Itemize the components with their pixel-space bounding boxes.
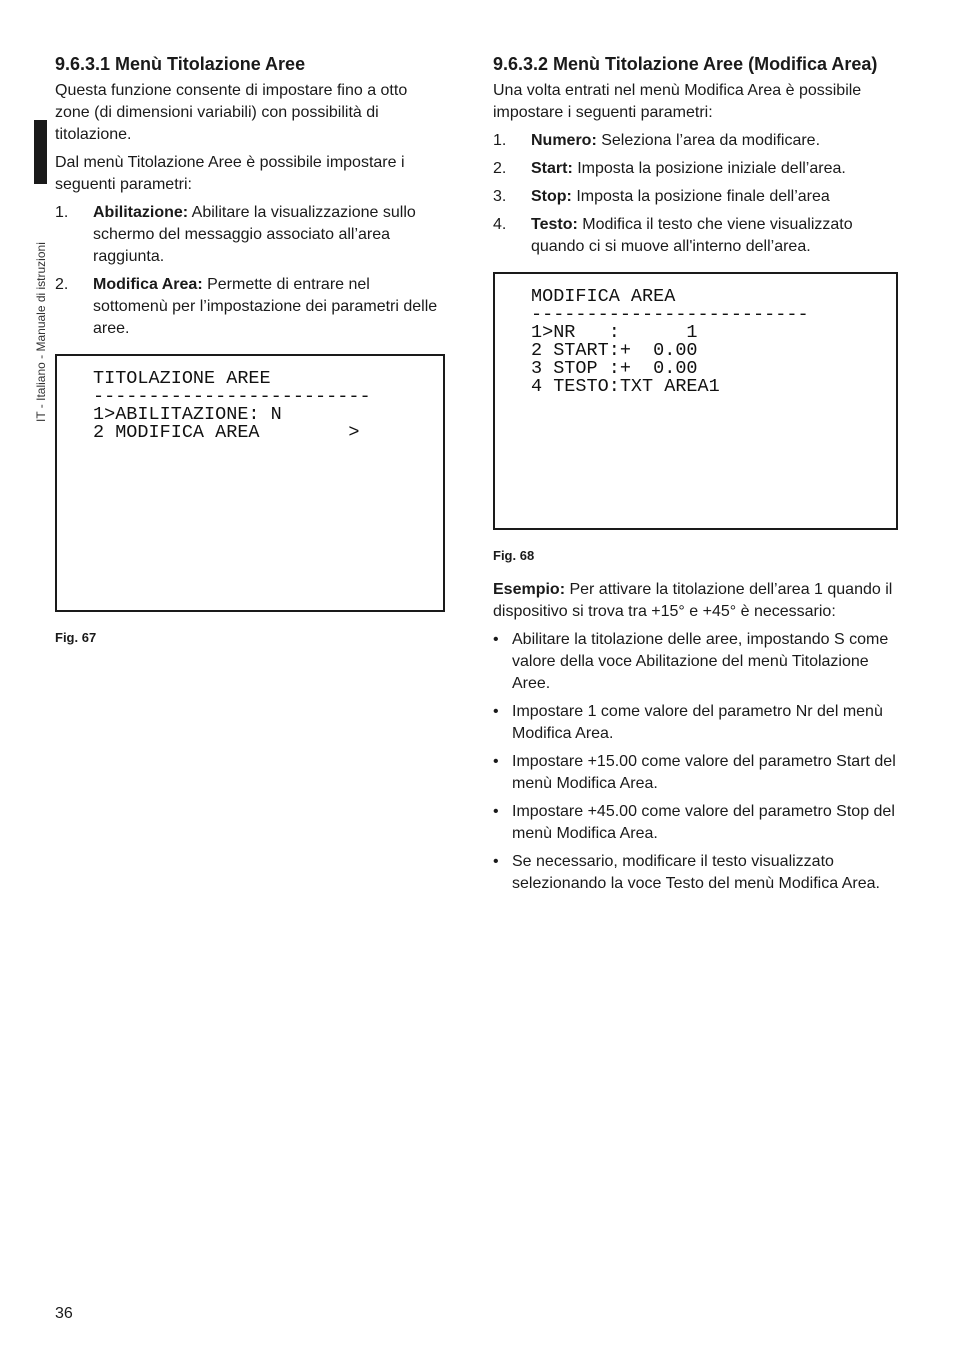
list-item (493, 751, 898, 795)
item-text: Modifica il testo che viene visualizzato quando ci si muove all'interno dell’area. (531, 216, 853, 255)
list-item (55, 202, 445, 268)
item-number: 2. (493, 160, 507, 177)
intro-paragraph: Una volta entrati nel menù Modifica Area è possibile impostare i seguenti parametri: (493, 82, 862, 121)
screen-divider: ------------------------- (531, 304, 809, 325)
section-heading-titolazione-aree: 9.6.3.1 Menù Titolazione Aree (55, 54, 306, 74)
list-item (493, 186, 898, 208)
item-text: Imposta la posizione iniziale dell’area. (572, 160, 846, 177)
parameter-list (493, 130, 898, 258)
list-item (493, 629, 898, 695)
bullet: • (493, 803, 499, 820)
item-text: Imposta la posizione finale dell’area (571, 188, 830, 205)
item-text: Permette di entrare nel sottomenù per l’impostazione dei parametri delle aree. (93, 276, 438, 337)
screen-line: 1>ABILITAZIONE: N (93, 404, 282, 425)
item-term: Abilitazione: (93, 204, 189, 221)
screen-line: 3 STOP :+ 0.00 (531, 358, 698, 379)
bullet-text: Abilitare la titolazione delle aree, impostando S come valore della voce Abilitazione del menù Titolazione Aree. (512, 631, 889, 692)
page-number: 36 (55, 1305, 73, 1322)
example-paragraph (493, 579, 898, 623)
list-item (493, 701, 898, 745)
screen-line: 2 MODIFICA AREA > (93, 422, 360, 443)
figure-caption: Fig. 68 (493, 548, 535, 563)
item-term: Start: (531, 160, 573, 177)
list-item (55, 274, 445, 340)
sidebar-label: IT - Italiano - Manuale di istruzioni (34, 242, 48, 422)
parameter-list (55, 202, 445, 340)
screen-line: 4 TESTO:TXT AREA1 (531, 376, 720, 397)
list-item (493, 130, 898, 152)
section-heading-modifica-area: 9.6.3.2 Menù Titolazione Aree (Modifica Area) (493, 54, 878, 74)
section-tab-marker (34, 120, 47, 184)
screen-line: 2 START:+ 0.00 (531, 340, 698, 361)
item-term: Stop: (531, 188, 572, 205)
item-number: 4. (493, 216, 507, 233)
bullet-text: Impostare +15.00 come valore del parametro Start del menù Modifica Area. (512, 753, 896, 792)
parameters-intro: Dal menù Titolazione Aree è possibile impostare i seguenti parametri: (55, 154, 405, 193)
item-term: Numero: (531, 132, 597, 149)
osd-screen-fig67 (55, 354, 445, 612)
screen-line: TITOLAZIONE AREE (93, 368, 271, 389)
example-term: Esempio: (493, 581, 566, 598)
list-item (493, 214, 898, 258)
item-text: Seleziona l’area da modificare. (596, 132, 821, 149)
intro-paragraph: Questa funzione consente di impostare fino a otto zone (di dimensioni variabili) con possibilità di titolazione. (55, 82, 408, 143)
osd-screen-fig68 (493, 272, 898, 530)
item-number: 1. (493, 132, 507, 149)
item-number: 1. (55, 204, 69, 221)
bullet-text: Impostare +45.00 come valore del parametro Stop del menù Modifica Area. (512, 803, 895, 842)
screen-line: 1>NR : 1 (531, 322, 698, 343)
bullet: • (493, 853, 499, 870)
bullet-text: Se necessario, modificare il testo visualizzato selezionando la voce Testo del menù Modifica Area. (512, 853, 880, 892)
item-term: Modifica Area: (93, 276, 203, 293)
list-item (493, 158, 898, 180)
list-item (493, 801, 898, 845)
example-steps-list (493, 629, 898, 895)
item-text: Abilitare la visualizzazione sullo schermo del messaggio associato all’area raggiunta. (93, 204, 416, 265)
bullet: • (493, 703, 499, 720)
screen-line: MODIFICA AREA (531, 286, 676, 307)
list-item (493, 851, 898, 895)
bullet: • (493, 631, 499, 648)
item-number: 2. (55, 276, 69, 293)
example-text: Per attivare la titolazione dell’area 1 quando il dispositivo si trova tra +15° e +45° è necessario: (493, 581, 893, 620)
item-number: 3. (493, 188, 507, 205)
item-term: Testo: (531, 216, 578, 233)
right-column (493, 52, 898, 901)
left-column (55, 52, 445, 645)
bullet-text: Impostare 1 come valore del parametro Nr del menù Modifica Area. (512, 703, 883, 742)
screen-divider: ------------------------- (93, 386, 371, 407)
bullet: • (493, 753, 499, 770)
figure-caption: Fig. 67 (55, 630, 97, 645)
